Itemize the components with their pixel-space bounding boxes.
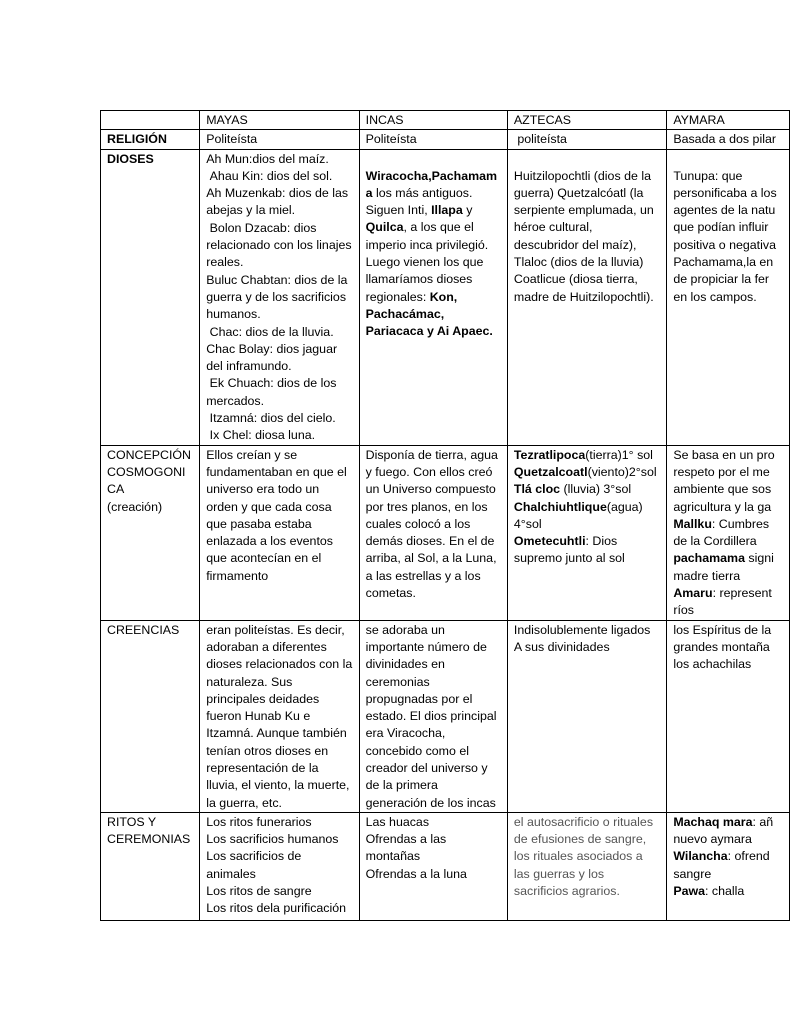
rito-aymara-item: [673, 849, 769, 880]
sol-god-name: Ometecuhtli: [513, 534, 586, 549]
dios-maya-item: Chac: dios de la lluvia.: [206, 324, 334, 339]
dioses-mayas-cell: [200, 149, 359, 445]
sol-god-name: Tlá cloc: [513, 482, 561, 497]
rito-maya-item: Los sacrificios de animales: [206, 849, 305, 881]
religion-aymara: Basada a dos pilar: [667, 130, 790, 149]
rito-inca-item: Ofrendas a la luna: [365, 866, 467, 881]
sol-detail: (tierra)1° sol: [585, 447, 653, 462]
dioses-label: DIOSES: [101, 149, 200, 445]
rito-aymara-detail: : challa: [705, 884, 745, 899]
sol-god-name: Tezratlipoca: [513, 447, 586, 462]
rito-maya-item: Los ritos funerarios: [206, 814, 312, 829]
religion-mayas: Politeísta: [200, 130, 359, 149]
rito-inca-item: Las huacas: [365, 814, 430, 829]
sol-detail: (agua) 4°sol: [513, 499, 643, 531]
dios-maya-item: Buluc Chabtan: dios de la guerra y de los sacrificios humanos.: [206, 272, 351, 322]
rito-maya-item: Los sacrificios humanos: [206, 832, 339, 847]
header-corner-cell: [101, 111, 200, 130]
ritos-aymara-cell: [667, 812, 790, 920]
religion-row: [101, 130, 790, 149]
rito-aymara-name: Pawa: [673, 884, 706, 899]
dioses-aztecas-cell: Huitzilopochtli (dios de la guerra) Quetzalcóatl (la serpiente emplumada, un héroe cultural, descubridor del maíz), Tlaloc (dios de la lluvia) Coatlicue (diosa tierra, madre de Huitzilopochtli).: [507, 149, 666, 445]
sol-detail: (viento)2°sol: [587, 464, 657, 479]
dios-inca-text: los más antiguos. Siguen Inti,: [365, 185, 473, 218]
ritos-label: [101, 812, 200, 920]
rito-aymara-name: Machaq mara: [673, 814, 753, 829]
dios-maya-item: Ek Chuach: dios de los mercados.: [206, 376, 340, 408]
rito-maya-item: Los ritos de sangre: [206, 884, 312, 899]
header-aymara: AYMARA: [667, 111, 790, 130]
aymara-cosmo-text: signi madre tierra: [673, 551, 774, 583]
rito-aymara-detail: : añ nuevo aymara: [673, 814, 774, 847]
ritos-label-line: CEREMONIAS: [107, 832, 191, 847]
cosmogonia-aymara-cell: [667, 445, 790, 620]
aymara-cosmo-text: Se basa en un pro respeto por el me ambiente que sos agricultura y la ga: [673, 447, 775, 514]
rito-aymara-detail: : ofrend sangre: [673, 849, 770, 881]
dios-inca-bold: Kon, Pachacámac, Pariacaca y Ai Apaec.: [365, 289, 493, 339]
dioses-row: [101, 149, 790, 445]
creencias-label: CREENCIAS: [101, 620, 200, 812]
cosmogonia-label-line: COSMOGONICA: [107, 464, 186, 497]
document-page: [100, 110, 777, 916]
header-mayas: MAYAS: [200, 111, 359, 130]
sol-item: [514, 500, 643, 531]
cosmogonia-label-line: (creación): [107, 499, 163, 514]
cosmogonia-aztecas-cell: [507, 445, 666, 620]
dios-maya-item: Itzamná: dios del cielo.: [206, 411, 336, 426]
aymara-cosmo-bold: Amaru: [673, 586, 713, 601]
header-row: [101, 111, 790, 130]
sol-god-name: Chalchiuhtlique: [513, 499, 607, 514]
aymara-cosmo-bold: Mallku: [673, 516, 712, 531]
header-incas: INCAS: [359, 111, 507, 130]
cosmogonia-mayas: Ellos creían y se fundamentaban en que el universo era todo un orden y que cada cosa que pasaba estaba enlazada a los eventos que acontecían en el firmamento: [200, 445, 359, 620]
sol-item: [514, 482, 631, 496]
rito-aymara-item: [673, 815, 773, 846]
dios-maya-item: Ahau Kin: dios del sol.: [206, 168, 333, 183]
cosmogonia-incas: Disponía de tierra, agua y fuego. Con ellos creó un Universo compuesto por tres planos, en los cuales colocó a los demás dioses. En el de arriba, al Sol, a la Luna, a las estrellas y a los cometas.: [359, 445, 507, 620]
dios-maya-item: Ix Chel: diosa luna.: [206, 428, 316, 443]
sol-god-name: Quetzalcoatl: [513, 464, 588, 479]
dios-inca-bold: Wiracocha,Pachamama: [365, 168, 498, 200]
religion-incas: Politeísta: [359, 130, 507, 149]
ritos-incas-cell: [359, 812, 507, 920]
sol-detail: (lluvia) 3°sol: [560, 482, 632, 497]
sol-item: [514, 534, 625, 565]
creencias-aztecas: Indisolublemente ligados A sus divinidades: [507, 620, 666, 812]
creencias-incas: se adoraba un importante número de divinidades en ceremonias propugnadas por el estado. El dios principal era Viracocha, concebido como el creador del universo y de la primera generación de los incas: [359, 620, 507, 812]
rito-aymara-item: [673, 884, 744, 898]
cosmogonia-label: [101, 445, 200, 620]
dios-inca-bold: Quilca: [365, 220, 404, 235]
dios-maya-item: Ah Muzenkab: dios de las abejas y la miel.: [206, 186, 352, 218]
aymara-cosmo-text: : represent ríos: [673, 586, 772, 618]
religion-label: RELIGIÓN: [101, 130, 200, 149]
header-aztecas: AZTECAS: [507, 111, 666, 130]
dios-maya-item: Chac Bolay: dios jaguar del inframundo.: [206, 341, 341, 374]
ritos-label-line: RITOS Y: [107, 814, 157, 829]
dios-maya-item: Ah Mun:dios del maíz.: [206, 151, 329, 166]
dios-inca-text: , a los que el imperio inca privilegió. Luego vienen los que llamaríamos dioses regionales:: [365, 220, 489, 304]
aymara-cosmo-text: : Cumbres de la Cordillera: [673, 516, 770, 549]
dios-inca-text: y: [462, 203, 473, 218]
ritos-mayas-cell: [200, 812, 359, 920]
cosmogonia-row: [101, 445, 790, 620]
religion-aztecas: politeísta: [507, 130, 666, 149]
rito-maya-item: Los ritos dela purificación: [206, 901, 347, 916]
dioses-incas-cell: [359, 149, 507, 445]
aymara-cosmo-bold: pachamama: [673, 551, 745, 566]
religions-comparison-table: [100, 110, 790, 921]
dios-inca-bold: Illapa: [431, 203, 463, 218]
sol-item: [514, 465, 657, 479]
dioses-aymara-cell: Tunupa: que personificaba a los agentes de la natu que podían influir positiva o negativa Pachamama,la en de propiciar la fer en los campos.: [667, 149, 790, 445]
dios-maya-item: Bolon Dzacab: dios relacionado con los linajes reales.: [206, 220, 356, 270]
creencias-row: [101, 620, 790, 812]
rito-aymara-name: Wilancha: [673, 849, 728, 864]
ritos-row: [101, 812, 790, 920]
sol-detail: : Dios supremo junto al sol: [513, 534, 625, 566]
rito-inca-item: Ofrendas a las montañas: [365, 832, 450, 864]
cosmogonia-label-line: CONCEPCIÓN: [107, 447, 191, 462]
ritos-aztecas: el autosacrificio o rituales de efusiones de sangre, los rituales asociados a las guerras y los sacrificios agrarios.: [507, 812, 666, 920]
creencias-mayas: eran politeístas. Es decir, adoraban a diferentes dioses relacionados con la naturaleza. Sus principales deidades fueron Hunab Ku e Itzamná. Aunque también tenían otros dioses en representación de la lluvia, el viento, la muerte, la guerra, etc.: [200, 620, 359, 812]
sol-item: [514, 448, 653, 462]
creencias-aymara: los Espíritus de la grandes montaña los achachilas: [667, 620, 790, 812]
